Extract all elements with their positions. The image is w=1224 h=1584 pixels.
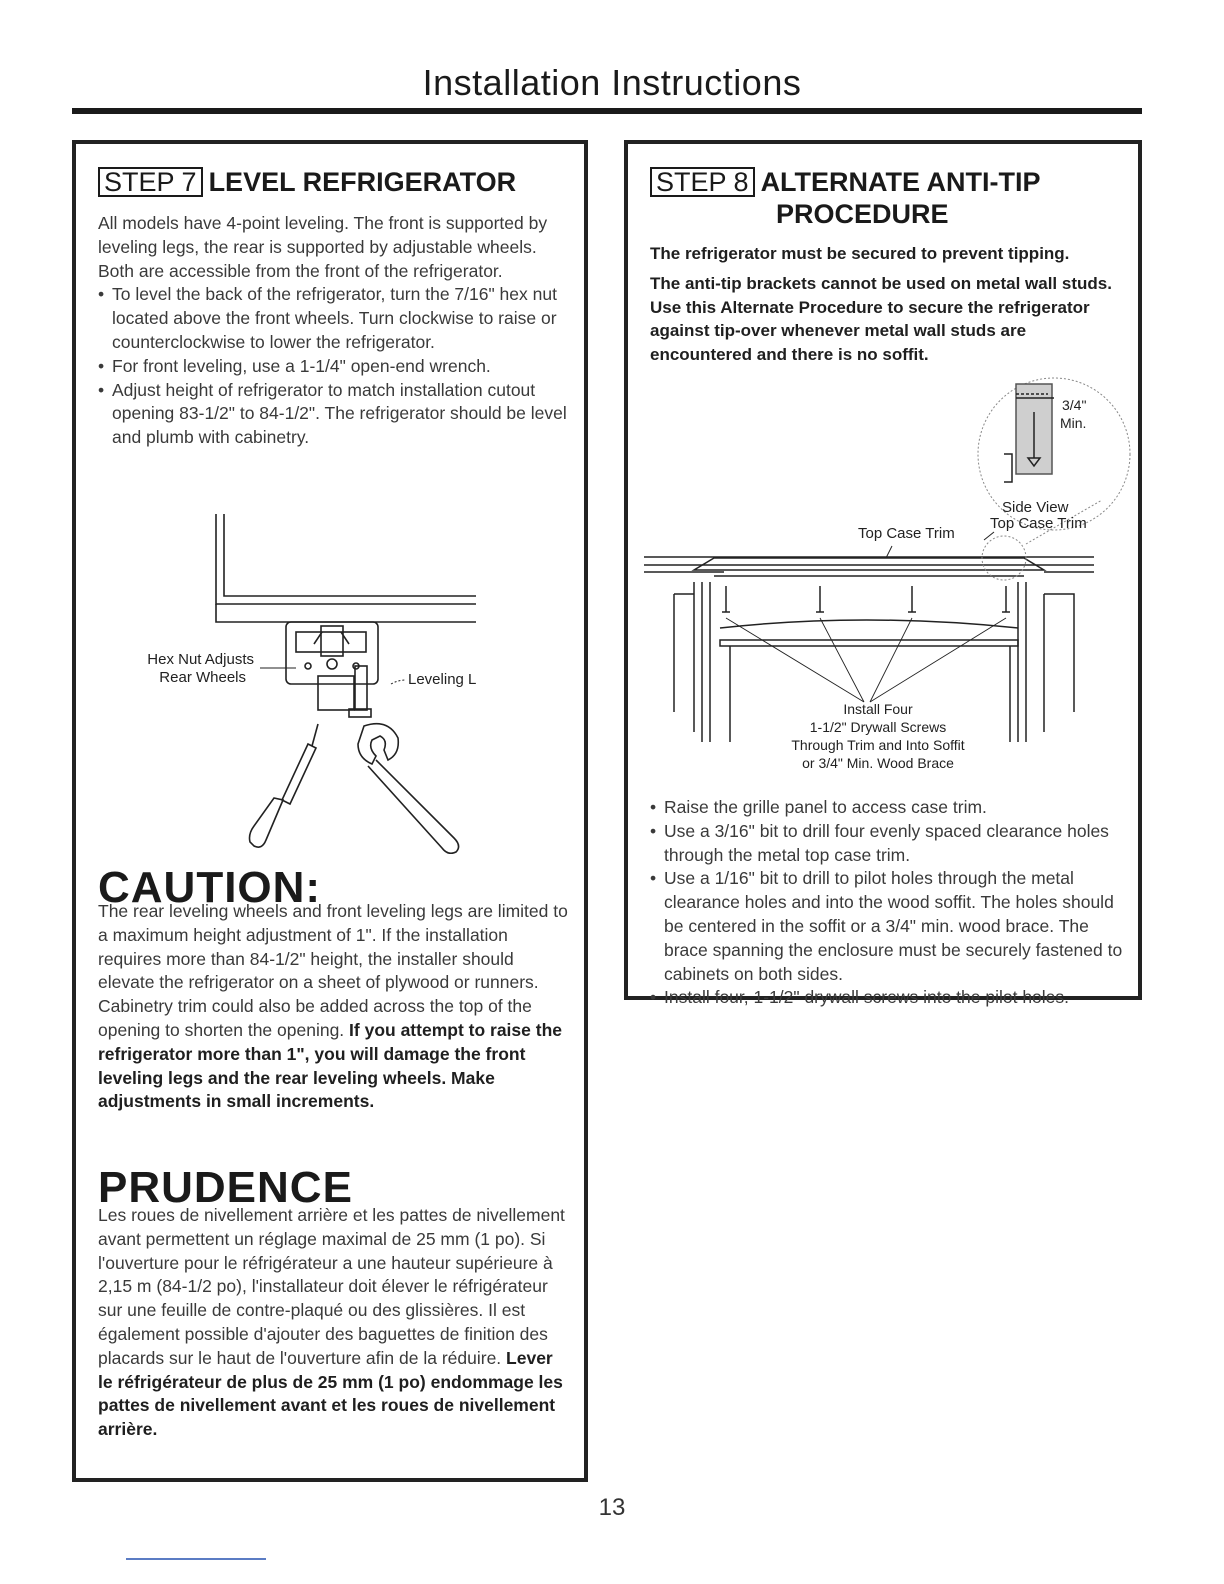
step7-bullet: • To level the back of the refrigerator, turn the 7/16" hex nut located above the front wheels. Turn clockwise to raise or counterclockwise to lower the refrigerator. <box>98 283 568 354</box>
wrench <box>358 724 459 854</box>
cabinet-outline <box>216 514 476 604</box>
label-rear-wheels: Rear Wheels <box>159 669 246 686</box>
step8-intro <box>650 242 1120 367</box>
page-number: 13 <box>598 1494 626 1521</box>
label-min: Min. <box>1060 415 1087 431</box>
label-drywall-screws: 1-1/2" Drywall Screws <box>809 719 947 735</box>
step8-bullet-list <box>650 796 1128 1010</box>
prudence-text: Les roues de nivellement arrière et les pattes de nivellement avant permettent un réglage maximal de 25 mm (1 po). Si l'ouverture pour le réfrigérateur a une hauteur supérieure à 2,15 m (84-1/2 po), l'installateur doit élever le réfrigérateur sur une feuille de contre-plaqué ou des glissières. Il est également possible d'ajouter des baguettes de finition des placards sur le haut de l'ouverture afin de la réduire. <box>98 1205 565 1368</box>
label-side-view: Side View <box>1002 499 1069 516</box>
step8-box: STEP 8 <box>650 167 755 197</box>
caution-body <box>98 900 568 1114</box>
step7-intro: All models have 4-point leveling. The front is supported by leveling legs, the rear is supported by adjustable wheels. Both are accessible from the front of the refrigerator. <box>98 213 548 281</box>
label-through-trim: Through Trim and Into Soffit <box>791 737 965 753</box>
step7-heading <box>98 166 572 198</box>
label-hex-nut: Hex Nut Adjusts <box>147 651 254 668</box>
step7-bullet: • For front leveling, use a 1-1/4" open-end wrench. <box>98 355 568 379</box>
drywall-screws <box>722 586 1010 612</box>
step8-bold-2: The anti-tip brackets cannot be used on metal wall studs. Use this Alternate Procedure to secure the refrigerator against tip-over whenever metal wall studs are encountered and there is no soffit. <box>650 273 1112 365</box>
step7-bullet-list <box>98 283 568 450</box>
label-top-case-trim: Top Case Trim <box>858 525 955 542</box>
step7-box: STEP 7 <box>98 167 203 197</box>
step8-bullet: • Use a 1/16" bit to drill to pilot holes through the metal clearance holes and into the wood soffit. The holes should be centered in the soffit or a 3/4" min. wood brace. The brace spanning the enclosure must be securely fastened to cabinets on both sides. <box>650 867 1128 986</box>
step7-panel <box>72 140 588 1482</box>
leveling-leg <box>318 676 354 710</box>
step8-title-line2: PROCEDURE <box>776 199 949 229</box>
anti-tip-diagram <box>634 372 1134 772</box>
label-top-case-trim-detail: Top Case Trim <box>990 515 1087 532</box>
step7-body <box>98 212 568 450</box>
title-rule <box>72 108 1142 114</box>
step8-title-line1: ALTERNATE ANTI-TIP <box>760 167 1041 197</box>
step7-title: LEVEL REFRIGERATOR <box>208 167 517 197</box>
page-title: Installation Instructions <box>422 62 802 103</box>
top-case-trim <box>694 558 1044 570</box>
step8-bullet: • Use a 3/16" bit to drill four evenly spaced clearance holes through the metal top case trim. <box>650 820 1128 868</box>
step8-body <box>650 796 1128 1010</box>
step8-bullet: • Install four, 1-1/2" drywall screws into the pilot holes. <box>650 986 1128 1010</box>
caution-text: The rear leveling wheels and front leveling legs are limited to a maximum height adjustment of 1". If the installation requires more than 84-1/2" height, the installer should elevate the refrigerator on a sheet of plywood or runners. Cabinetry trim could also be added across the top of the opening to shorten the opening. <box>98 901 568 1040</box>
step8-bullet: • Raise the grille panel to access case trim. <box>650 796 1128 820</box>
step8-panel <box>624 140 1142 1008</box>
label-wood-brace: or 3/4" Min. Wood Brace <box>802 755 954 771</box>
screwdriver <box>250 724 319 847</box>
prudence-heading: PRUDENCE <box>98 1163 353 1212</box>
step8-heading <box>650 166 1126 230</box>
caution-bold-text: If you attempt to raise the refrigerator more than 1", you will damage the front leveling legs and the rear leveling wheels. Make adjustments in small increments. <box>98 1019 562 1112</box>
prudence-body <box>98 1204 568 1442</box>
label-leveling: Leveling L <box>408 671 477 688</box>
step8-bold-1: The refrigerator must be secured to prevent tipping. <box>650 244 1070 263</box>
caution-heading: CAUTION: <box>98 863 322 912</box>
label-three-quarter: 3/4" <box>1062 397 1087 413</box>
leveling-diagram <box>136 504 556 854</box>
footer-rule <box>126 1558 266 1560</box>
step7-bullet: • Adjust height of refrigerator to match installation cutout opening 83-1/2" to 84-1/2". The refrigerator should be level and plumb with cabinetry. <box>98 379 568 450</box>
prudence-bold-text: Lever le réfrigérateur de plus de 25 mm (1 po) endommage les pattes de nivellement avant et les roues de nivellement arrière. <box>98 1347 563 1440</box>
label-install-four: Install Four <box>843 701 913 717</box>
